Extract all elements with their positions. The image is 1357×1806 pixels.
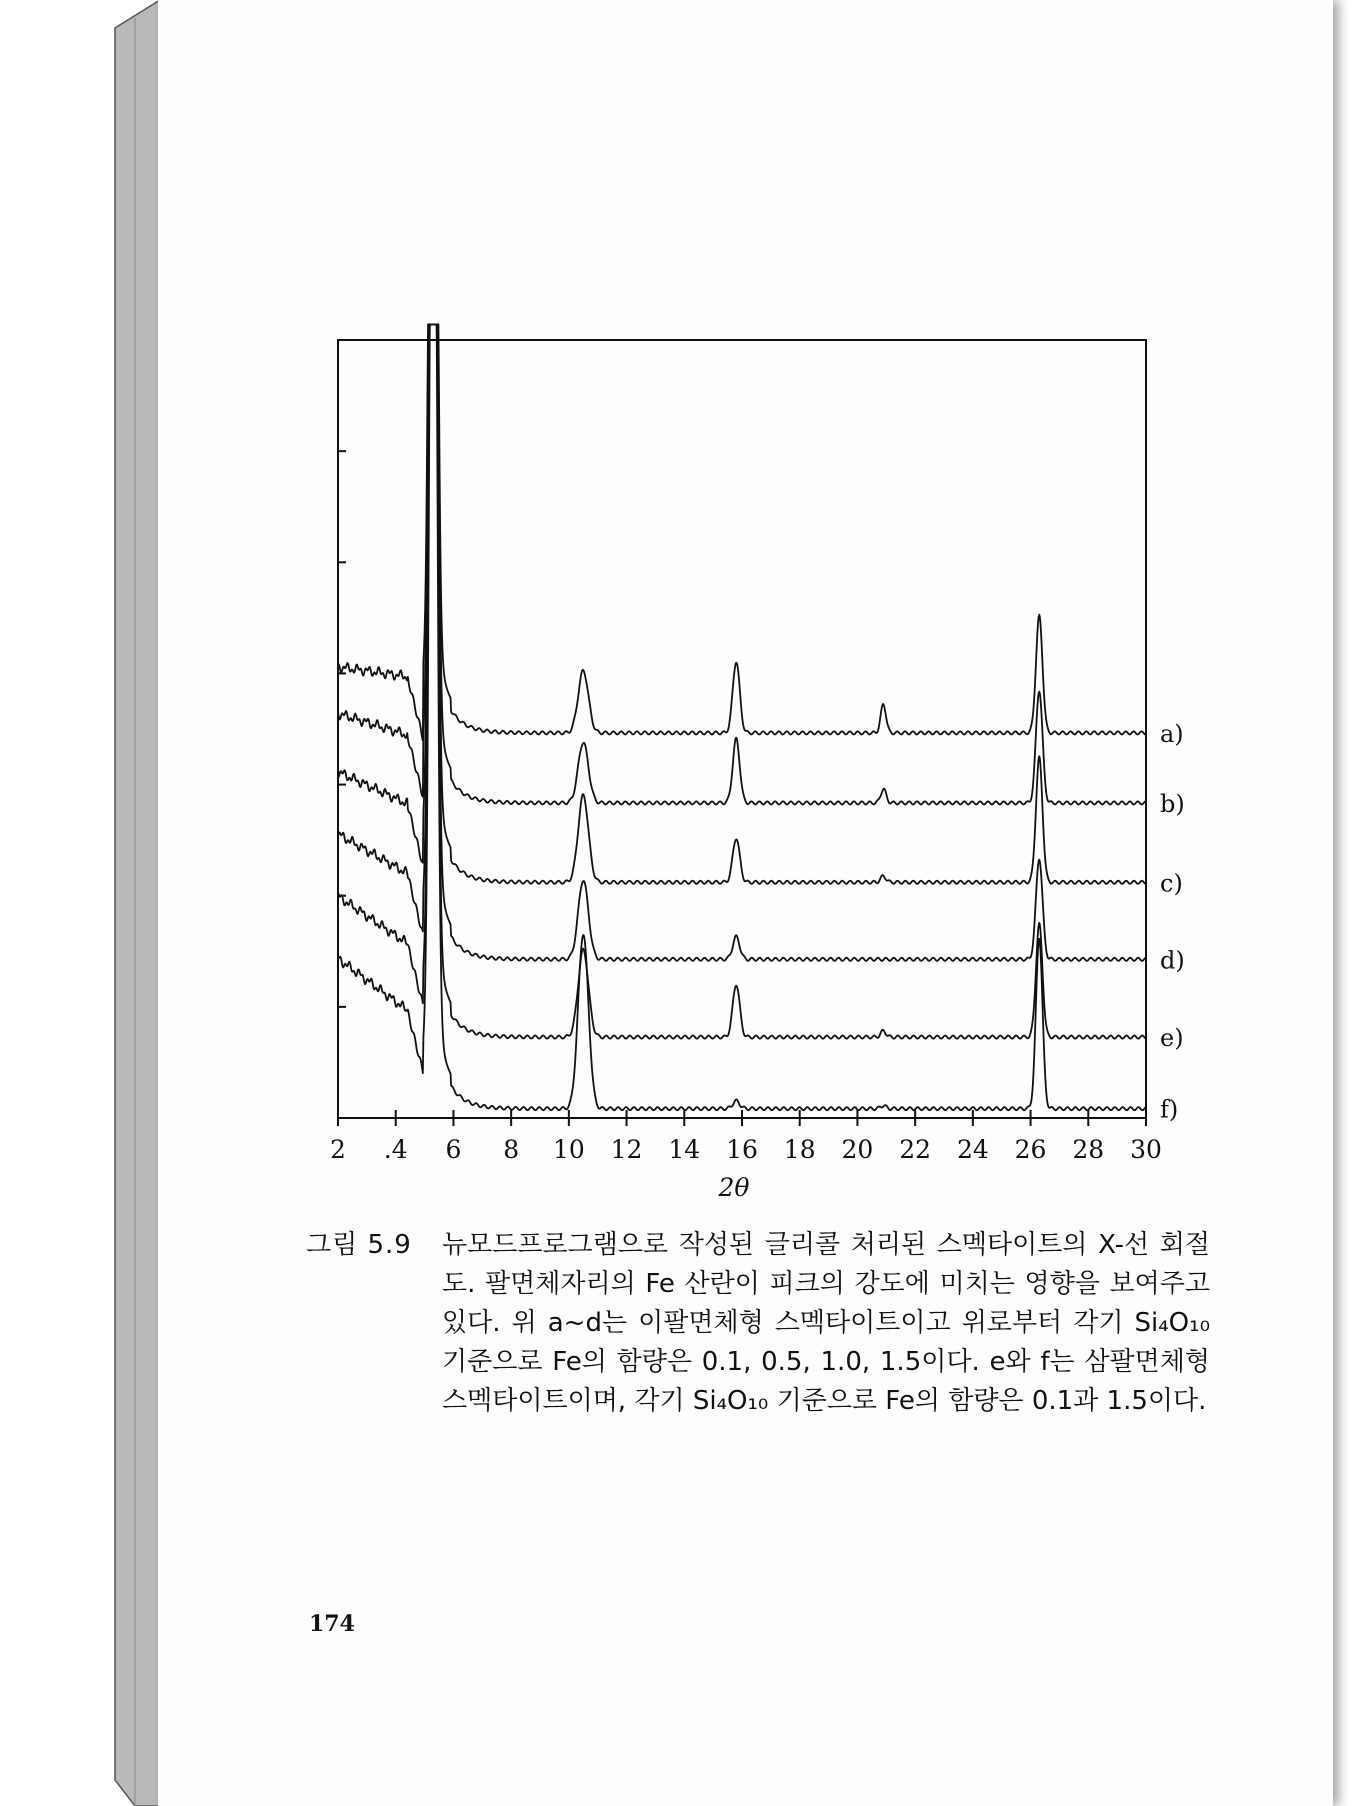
x-tick-label: 30 — [1130, 1135, 1162, 1164]
x-tick-label: 28 — [1072, 1135, 1105, 1164]
caption-text: 뉴모드프로그램으로 작성된 글리콜 처리된 스멕타이트의 X-선 회절도. 팔면체자리의 Fe 산란이 피크의 강도에 미치는 영향을 보여주고 있다. 위 a~d는 이팔면체형 스멕타이트이고 위로부터 각기 Si₄O₁₀ 기준으로 Fe의 함량은 0.1, 0.5, 1.0, 1.5이다. e와 f는 삼팔면체형 스멕타이트이며, 각기 Si₄O₁₀ 기준으로 Fe의 함량은 0.1과 1.5이다. — [442, 1230, 1210, 1416]
trace-c — [338, 324, 1146, 883]
x-tick-label: 2 — [330, 1135, 346, 1164]
x-tick-label: .4 — [383, 1135, 408, 1164]
x-tick-label: 22 — [899, 1135, 932, 1164]
x-tick-label: 24 — [956, 1135, 989, 1164]
x-tick-label: 14 — [668, 1135, 701, 1164]
series-labels — [1160, 720, 1185, 1124]
series-label-c: c) — [1160, 869, 1183, 898]
x-tick-label: 8 — [503, 1135, 520, 1164]
x-tick-label: 10 — [552, 1135, 585, 1164]
series-label-a: a) — [1160, 719, 1184, 748]
x-tick-label: 6 — [445, 1135, 462, 1164]
chart-frame — [338, 340, 1146, 1118]
x-axis-title: 2θ — [718, 1173, 750, 1202]
series-label-e: e) — [1160, 1024, 1184, 1053]
series-label-f: f) — [1160, 1095, 1179, 1124]
trace-e — [338, 324, 1146, 1038]
series-label-b: b) — [1160, 789, 1185, 818]
x-tick-label: 26 — [1014, 1135, 1047, 1164]
series-label-d: d) — [1160, 946, 1185, 975]
page-number: 174 — [309, 1611, 355, 1637]
x-tick-label: 16 — [726, 1135, 758, 1164]
x-tick-label: 18 — [783, 1135, 816, 1164]
trace-a — [338, 324, 1146, 740]
caption-label: 그림 5.9 — [306, 1230, 412, 1260]
y-ticks — [338, 340, 346, 1007]
xrd-chart — [300, 320, 1200, 1220]
diffraction-traces — [338, 324, 1146, 1110]
x-tick-label: 20 — [841, 1135, 874, 1164]
x-tick-label: 12 — [610, 1135, 643, 1164]
plot-border — [338, 340, 1146, 1118]
